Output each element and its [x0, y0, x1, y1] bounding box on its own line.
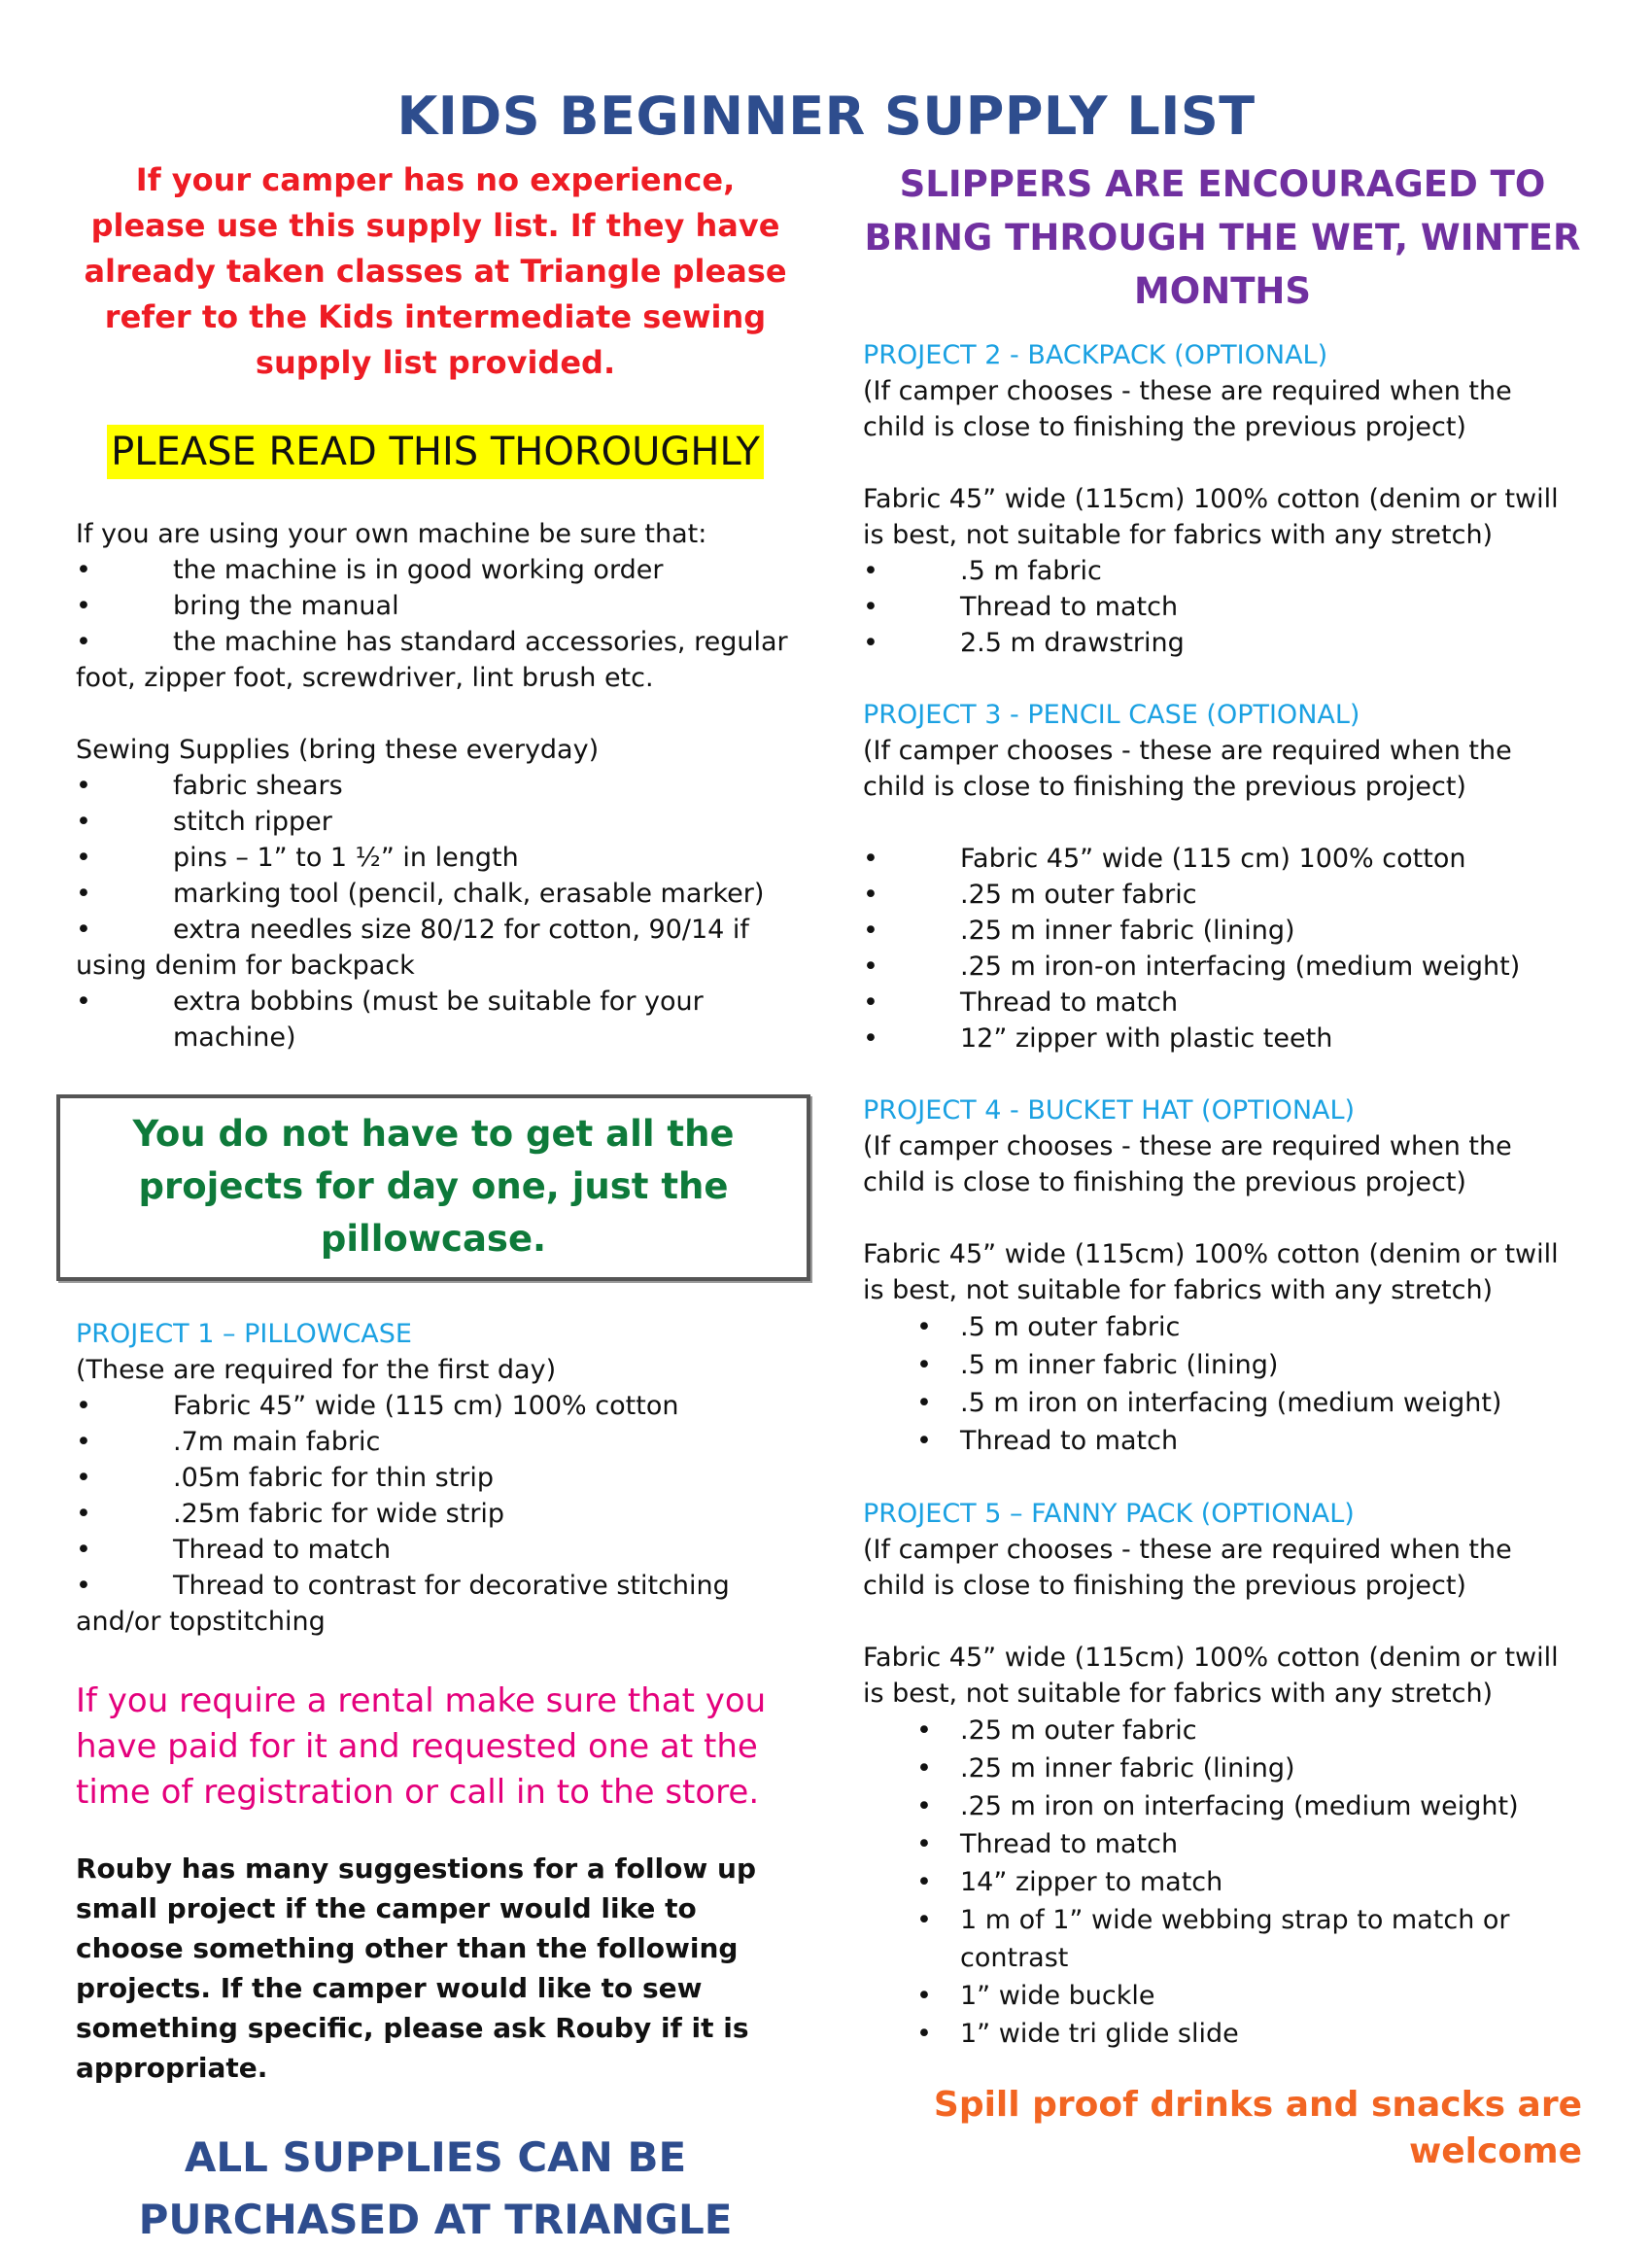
bullet-icon: • — [863, 952, 878, 982]
bullet-icon: • — [76, 627, 91, 657]
list-item: • Thread to match — [863, 1825, 1582, 1863]
bullet-icon: • — [863, 880, 878, 910]
bullet-icon: • — [863, 556, 878, 586]
list-item: • 1” wide buckle — [863, 1977, 1582, 2015]
project-3-list — [863, 841, 1582, 1056]
bullet-icon: • — [916, 1350, 932, 1380]
bullet-icon: • — [916, 1829, 932, 1859]
list-item: • .25 m inner fabric (lining) — [863, 1749, 1582, 1787]
list-item: • pins – 1” to 1 ½” in length — [76, 840, 795, 876]
project-2-note: (If camper chooses - these are required when the child is close to finishing the previous project) — [863, 376, 1512, 442]
list-item: • .25 m iron-on interfacing (medium weight) — [863, 949, 1582, 985]
list-item: • .25 m outer fabric — [863, 1712, 1582, 1749]
list-item: • fabric shears — [76, 768, 795, 804]
bullet-icon: • — [76, 591, 91, 621]
list-item: • .5 m outer fabric — [863, 1308, 1582, 1346]
project-2-fabric: Fabric 45” wide (115cm) 100% cotton (denim or twill is best, not suitable for fabrics with any stretch) — [863, 484, 1559, 550]
list-item: • Thread to match — [863, 1422, 1582, 1460]
snacks-notice: Spill proof drinks and snacks are welcome — [933, 2085, 1582, 2171]
right-column — [863, 157, 1582, 2175]
list-item: • the machine has standard accessories, regular foot, zipper foot, screwdriver, lint brush etc. — [76, 624, 795, 696]
bullet-icon: • — [916, 1715, 932, 1746]
bullet-icon: • — [863, 628, 878, 658]
project-5-note: (If camper chooses - these are required when the child is close to finishing the previous project) — [863, 1535, 1512, 1601]
list-item: • the machine is in good working order — [76, 552, 795, 588]
project-2-heading: PROJECT 2 - BACKPACK (OPTIONAL) — [863, 340, 1328, 370]
bullet-icon: • — [863, 916, 878, 946]
list-item: • .05m fabric for thin strip — [76, 1460, 795, 1496]
bullet-icon: • — [76, 915, 91, 945]
list-item: • 1 m of 1” wide webbing strap to match or contrast — [863, 1901, 1582, 1977]
bullet-icon: • — [863, 844, 878, 874]
bullet-icon: • — [916, 1388, 932, 1418]
bullet-icon: • — [916, 1981, 932, 2011]
bullet-icon: • — [76, 987, 91, 1017]
slippers-notice: SLIPPERS ARE ENCOURAGED TO BRING THROUGH THE WET, WINTER MONTHS — [864, 163, 1581, 312]
bullet-icon: • — [916, 1867, 932, 1897]
list-item: • 14” zipper to match — [863, 1863, 1582, 1901]
project-2-list — [863, 553, 1582, 661]
bullet-icon: • — [76, 555, 91, 585]
read-banner-wrap — [76, 425, 795, 479]
bullet-icon: • — [863, 592, 878, 622]
bullet-icon: • — [916, 1753, 932, 1783]
purchase-notice: ALL SUPPLIES CAN BE PURCHASED AT TRIANGLE — [138, 2133, 733, 2243]
bullet-icon: • — [863, 1023, 878, 1054]
project-3-note: (If camper chooses - these are required when the child is close to finishing the previous project) — [863, 736, 1512, 802]
rental-notice: If you require a rental make sure that you have paid for it and requested one at the time of registration or call in to the store. — [76, 1681, 767, 1812]
list-item: • .25 m inner fabric (lining) — [863, 913, 1582, 949]
list-item: • marking tool (pencil, chalk, erasable marker) — [76, 876, 795, 912]
bullet-icon: • — [916, 1905, 932, 1935]
project-4-list — [863, 1308, 1582, 1460]
list-item: • .25 m outer fabric — [863, 877, 1582, 913]
left-column — [76, 157, 795, 2251]
bullet-icon: • — [916, 1312, 932, 1342]
project-3-heading: PROJECT 3 - PENCIL CASE (OPTIONAL) — [863, 700, 1360, 730]
bullet-icon: • — [76, 1427, 91, 1457]
machine-intro: If you are using your own machine be sure that: — [76, 519, 707, 549]
machine-list — [76, 552, 795, 696]
list-item: • 1” wide tri glide slide — [863, 2015, 1582, 2053]
project-1-heading: PROJECT 1 – PILLOWCASE — [76, 1319, 412, 1349]
bullet-icon: • — [76, 843, 91, 873]
bullet-icon: • — [76, 1535, 91, 1565]
list-item: • .7m main fabric — [76, 1424, 795, 1460]
list-item: • .25m fabric for wide strip — [76, 1496, 795, 1532]
bullet-icon: • — [916, 2019, 932, 2049]
project-4-note: (If camper chooses - these are required when the child is close to finishing the previous project) — [863, 1131, 1512, 1197]
list-item: • Fabric 45” wide (115 cm) 100% cotton — [76, 1388, 795, 1424]
bullet-icon: • — [863, 987, 878, 1018]
bullet-icon: • — [916, 1426, 932, 1456]
list-item: • 12” zipper with plastic teeth — [863, 1021, 1582, 1056]
list-item: • .5 m iron on interfacing (medium weight) — [863, 1384, 1582, 1422]
project-1-note: (These are required for the first day) — [76, 1355, 557, 1385]
project-5-fabric: Fabric 45” wide (115cm) 100% cotton (denim or twill is best, not suitable for fabrics with any stretch) — [863, 1643, 1559, 1709]
pillowcase-notice-box: You do not have to get all the projects for day one, just the pillowcase. — [56, 1094, 810, 1281]
project-1-list — [76, 1388, 795, 1640]
bullet-icon: • — [76, 879, 91, 909]
bullet-icon: • — [76, 771, 91, 801]
list-item: • 2.5 m drawstring — [863, 625, 1582, 661]
bullet-icon: • — [76, 1391, 91, 1421]
list-item: • extra bobbins (must be suitable for your machine) — [76, 984, 795, 1056]
list-item: • Thread to match — [863, 985, 1582, 1021]
list-item: • .25 m iron on interfacing (medium weight) — [863, 1787, 1582, 1825]
bullet-icon: • — [76, 1463, 91, 1493]
sewing-supplies-list — [76, 768, 795, 1056]
page-title: KIDS BEGINNER SUPPLY LIST — [396, 86, 1256, 147]
list-item: • .5 m fabric — [863, 553, 1582, 589]
project-4-heading: PROJECT 4 - BUCKET HAT (OPTIONAL) — [863, 1095, 1356, 1126]
bullet-icon: • — [916, 1791, 932, 1821]
rouby-suggestions: Rouby has many suggestions for a follow up small project if the camper would like to choose something other than the following projects. If the camper would like to sew something specific, please ask Rouby if it is appropriate. — [76, 1853, 756, 2084]
list-item: • extra needles size 80/12 for cotton, 90/14 if using denim for backpack — [76, 912, 795, 984]
project-4-fabric: Fabric 45” wide (115cm) 100% cotton (denim or twill is best, not suitable for fabrics with any stretch) — [863, 1239, 1559, 1305]
project-5-heading: PROJECT 5 – FANNY PACK (OPTIONAL) — [863, 1499, 1355, 1529]
list-item: • bring the manual — [76, 588, 795, 624]
bullet-icon: • — [76, 807, 91, 837]
list-item: • Fabric 45” wide (115 cm) 100% cotton — [863, 841, 1582, 877]
bullet-icon: • — [76, 1499, 91, 1529]
list-item: • Thread to contrast for decorative stitching and/or topstitching — [76, 1568, 795, 1640]
list-item: • stitch ripper — [76, 804, 795, 840]
project-5-list — [863, 1712, 1582, 2053]
experience-notice: If your camper has no experience, please use this supply list. If they have already taken classes at Triangle please refer to the Kids intermediate sewing supply list provided. — [84, 161, 787, 381]
list-item: • Thread to match — [76, 1532, 795, 1568]
list-item: • .5 m inner fabric (lining) — [863, 1346, 1582, 1384]
sewing-supplies-intro: Sewing Supplies (bring these everyday) — [76, 735, 600, 765]
list-item: • Thread to match — [863, 589, 1582, 625]
read-thoroughly-banner: PLEASE READ THIS THOROUGHLY — [107, 425, 764, 479]
bullet-icon: • — [76, 1571, 91, 1601]
